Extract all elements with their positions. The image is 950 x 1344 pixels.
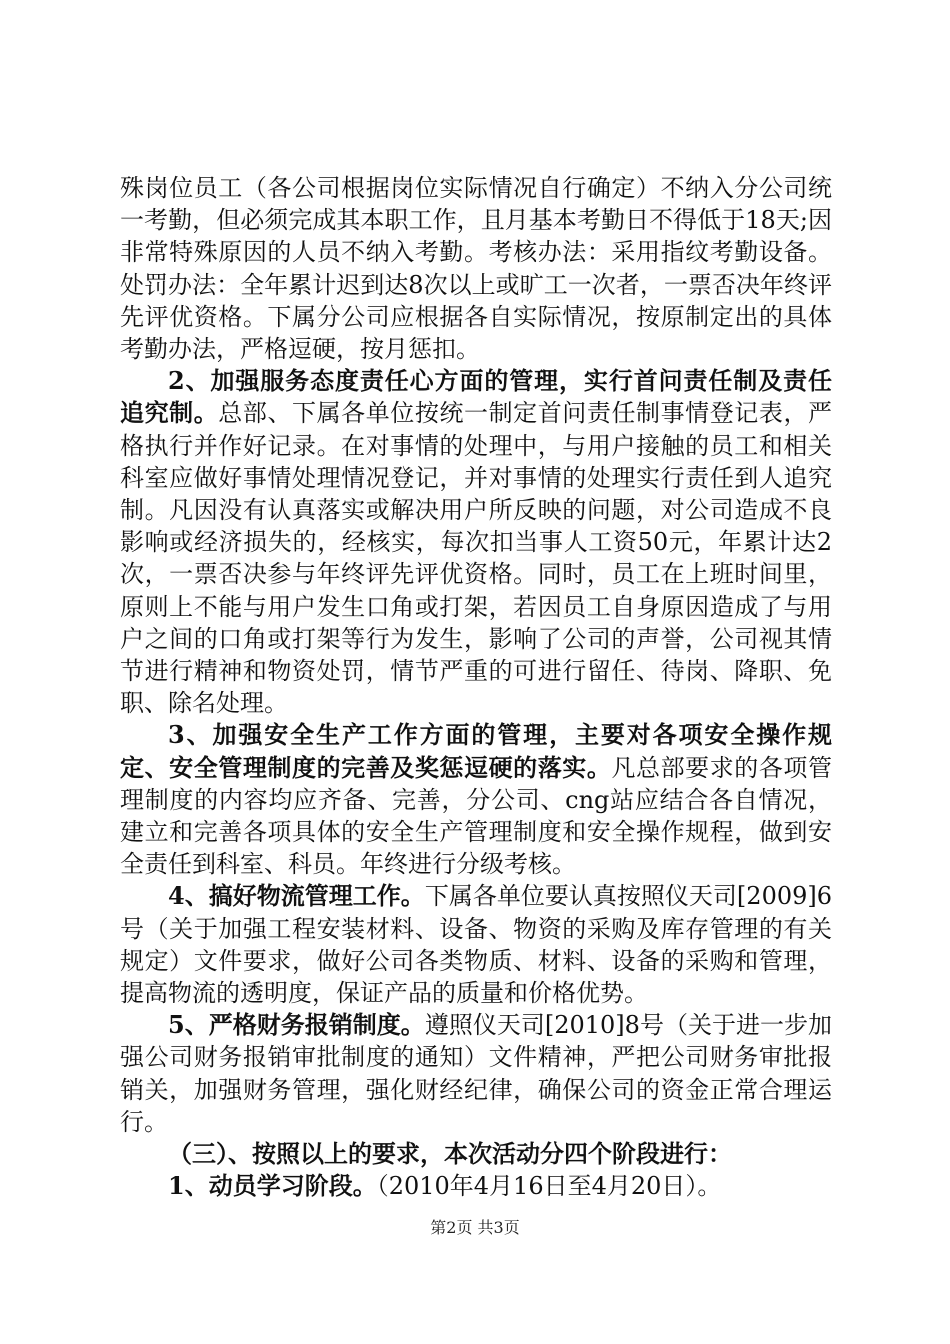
section-heading-stages [120,1138,832,1170]
paragraph-text: （2010年4月16日至4月20日）。 [376,1172,722,1201]
paragraph-service-responsibility [120,365,832,719]
page-number: 第2页 共3页 [430,1218,520,1237]
paragraph-logistics [120,880,832,1009]
paragraph-safety-production [120,719,832,880]
paragraph-heading: 2、加强服务态度责任心方面的管理，实行首问责任制及责任追究制。 [120,366,832,428]
paragraph-text: 遵照仪天司[2010]8号（关于进一步加强公司财务报销审批制度的通知）文件精神，严把公司财务审批报销关，加强财务管理，强化财经纪律，确保公司的资金正常合理运行。 [120,1011,833,1136]
paragraph-heading: 1、动员学习阶段。 [168,1171,377,1201]
paragraph-attendance-continued [120,172,832,365]
paragraph-heading: 3、加强安全生产工作方面的管理，主要对各项安全操作规定、安全管理制度的完善及奖惩逗硬的落实。 [120,720,832,782]
paragraph-text: 总部、下属各单位按统一制定首问责任制事情登记表，严格执行并作好记录。在对事情的处理中，与用户接触的员工和相关科室应做好事情处理情况登记，并对事情的处理实行责任到人追究制。凡因没有认真落实或解决用户所反映的问题，对公司造成不良影响或经济损失的，经核实，每次扣当事人工资50元，年累计达2次，一票否决参与年终评先评优资格。同时，员工在上班时间里，原则上不能与用户发生口角或打架，若因员工自身原因造成了与用户之间的口角或打架等行为发生，影响了公司的声誉，公司视其情节进行精神和物资处罚，情节严重的可进行留任、待岗、降职、免职、除名处理。 [120,399,833,718]
page-footer [0,1215,950,1238]
paragraph-heading: 5、严格财务报销制度。 [168,1010,425,1040]
document-body [120,172,832,1203]
paragraph-text: 殊岗位员工（各公司根据岗位实际情况自行确定）不纳入分公司统一考勤，但必须完成其本职工作，且月基本考勤日不得低于18天;因非常特殊原因的人员不纳入考勤。考核办法：采用指纹考勤设备。处罚办法：全年累计迟到达8次以上或旷工一次者，一票否决年终评先评优资格。下属分公司应根据各自实际情况，按原制定出的具体考勤办法，严格逗硬，按月惩扣。 [120,174,832,364]
paragraph-text: 下属各单位要认真按照仪天司[2009]6号（关于加强工程安装材料、设备、物资的采购及库存管理的有关规定）文件要求，做好公司各类物质、材料、设备的采购和管理，提高物流的透明度，保证产品的质量和价格优势。 [120,882,833,1008]
paragraph-finance [120,1009,832,1138]
paragraph-stage-one [120,1170,832,1202]
paragraph-text: 凡总部要求的各项管理制度的内容均应齐备、完善，分公司、cng站应结合各自情况，建立和完善各项具体的安全生产管理制度和安全操作规程，做到安全责任到科室、科员。年终进行分级考核。 [120,753,833,879]
section-heading-text: （三）、按照以上的要求，本次活动分四个阶段进行： [168,1139,732,1169]
paragraph-heading: 4、搞好物流管理工作。 [168,881,425,911]
